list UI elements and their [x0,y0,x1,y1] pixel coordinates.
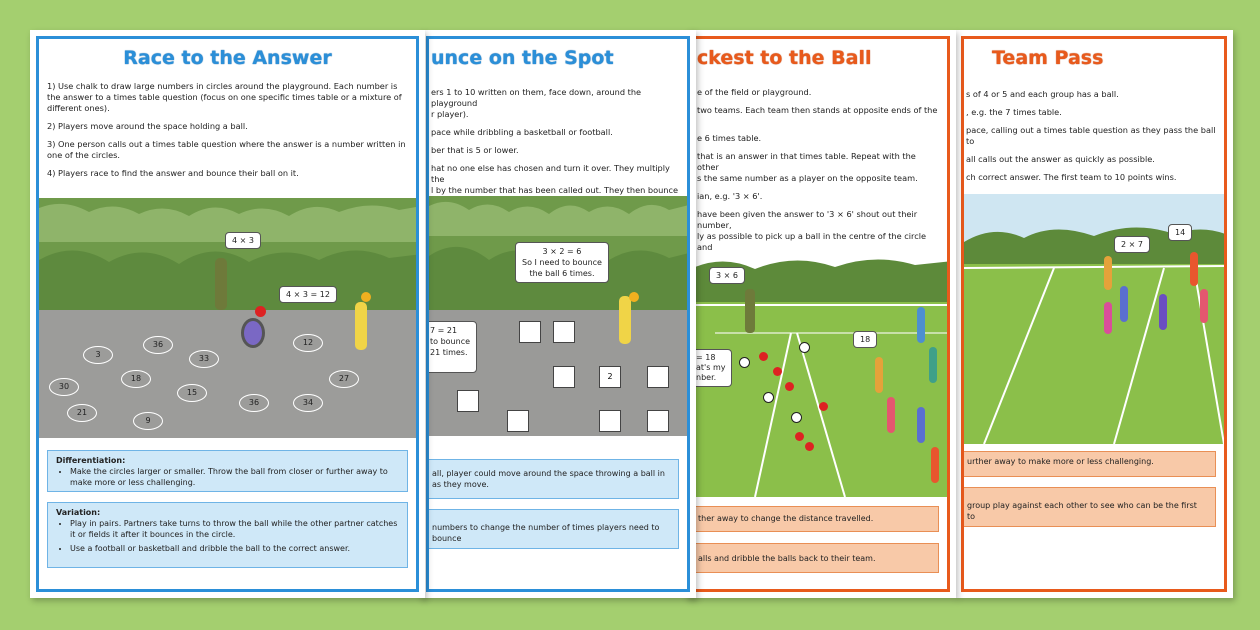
differentiation-list [56,466,399,488]
number-card [553,366,575,388]
instruction-line: r player). [431,109,469,119]
child-in-wheelchair [241,318,265,348]
number-card [599,410,621,432]
tip-text: as they move. [432,480,489,489]
card-title: ckest to the Ball [697,47,872,69]
instruction-line: pace, calling out a times table question as they pass the ball to [966,125,1216,146]
number-circle: 30 [49,378,79,396]
instruction-line: ch correct answer. The first team to 10 points wins. [966,172,1177,182]
number-circle: 15 [177,384,207,402]
ball [799,342,810,353]
blue-tip-box [426,509,679,549]
question-bubble: 4 × 3 [225,232,261,249]
teacher-figure [215,258,227,310]
ball [805,442,814,451]
question-bubble: 2 × 7 [1114,236,1150,253]
instructions [697,87,939,260]
activity-card-quickest-to-the-ball [686,30,956,598]
child-figure [1104,256,1112,290]
orange-tip-box [961,451,1216,477]
child-figure [917,307,925,343]
speech-bubble [695,349,732,387]
number-card [507,410,529,432]
child-figure [619,296,631,344]
instruction-line: hat no one else has chosen and turn it over. They multiply the [431,163,670,184]
bubble-line: at's my [696,363,726,372]
ball [763,392,774,403]
answer-bubble: 18 [853,331,877,348]
variation-box [47,502,408,568]
illustration-playground [39,198,416,438]
instruction-line: e 6 times table. [697,133,762,143]
ball [255,306,266,317]
illustration-playground [429,196,687,436]
number-card-revealed: 2 [599,366,621,388]
differentiation-box [47,450,408,492]
number-circle: 33 [189,350,219,368]
ball [795,432,804,441]
bubble-line: to bounce [430,337,471,346]
number-card [457,390,479,412]
instruction-line: s of 4 or 5 and each group has a ball. [966,89,1119,99]
step-4: 4) Players race to find the answer and bounce their ball on it. [47,168,299,178]
card-frame [426,36,690,592]
child-figure [929,347,937,383]
instruction-line: two teams. Each team then stands at opposite ends of the [697,105,938,115]
number-card [647,410,669,432]
ball [361,292,371,302]
tip-text: urther away to make more or less challenging. [967,457,1154,466]
bubble-line: 21 times. [430,348,468,357]
card-title: Race to the Answer [123,47,332,69]
number-circle: 12 [293,334,323,352]
orange-tip-box [692,543,939,573]
instructions [431,87,679,214]
instruction-line [697,116,939,126]
ball [739,357,750,368]
field-illustration [695,247,947,497]
instruction-line: that is an answer in that times table. Repeat with the other [697,151,916,172]
step-1: 1) Use chalk to draw large numbers in circles around the playground. Each number is the answer to a times table question (focus on one specific times table or a mixture of different ones). [47,81,402,113]
card-frame [961,36,1227,592]
ball [629,292,639,302]
ball [785,382,794,391]
step-2: 2) Players move around the space holding a ball. [47,121,248,131]
ball [773,367,782,376]
instruction-line: l by the number that has been called out. They then bounce [431,185,679,195]
number-circle: 3 [83,346,113,364]
instruction-line: e of the field or playground. [697,87,812,97]
bubble-line: So I need to bounce [522,258,602,267]
tip-text: all, player could move around the space throwing a ball in [432,469,665,478]
instructions [966,89,1216,190]
speech-bubble [429,321,477,373]
number-card [553,321,575,343]
card-title: Team Pass [992,47,1104,69]
child-figure [1190,252,1198,286]
activity-card-bounce-on-the-spot [420,30,696,598]
card-title: unce on the Spot [431,47,614,69]
child-figure [931,447,939,483]
number-circle: 27 [329,370,359,388]
teacher-figure [745,289,755,333]
illustration-field [964,194,1224,444]
tip-text: ther away to change the distance travelled. [698,514,874,523]
instruction-line: ian, e.g. '3 × 6'. [697,191,763,201]
child-figure [355,302,367,350]
child-figure [1159,294,1167,330]
instruction-line: ly as possible to pick up a ball in the centre of the circle and [697,231,927,252]
child-figure [1104,302,1112,334]
step-3: 3) One person calls out a times table question where the answer is a number written in one of the circles. [47,139,406,160]
instruction-line: , e.g. the 7 times table. [966,107,1062,117]
bubble-line: nber. [696,373,717,382]
tip-text: alls and dribble the balls back to their team. [698,554,876,563]
question-bubble: 3 × 6 [709,267,745,284]
orange-tip-box [692,506,939,532]
instruction-line: all calls out the answer as quickly as possible. [966,154,1155,164]
list-item: • Play in pairs. Partners take turns to throw the ball while the other partner catches it or fields it after it bounces in the circle. [70,518,399,540]
instruction-line: s the same number as a player on the opposite team. [697,173,918,183]
differentiation-heading: Differentiation: [56,456,126,465]
tip-text: numbers to change the number of times players need to bounce [432,523,660,543]
child-figure [1200,289,1208,323]
activity-card-race-to-the-answer [30,30,425,598]
child-figure [875,357,883,393]
number-circle: 21 [67,404,97,422]
card-frame [36,36,419,592]
answer-bubble: 14 [1168,224,1192,241]
instruction-line: ber that is 5 or lower. [431,145,519,155]
number-circle: 36 [239,394,269,412]
speech-bubble [515,242,609,283]
card-frame [692,36,950,592]
activity-card-team-pass [955,30,1233,598]
bubble-line: = 18 [696,353,716,362]
bubble-line: 7 = 21 [430,326,458,335]
blue-tip-box [426,459,679,499]
bubble-line: the ball 6 times. [529,269,595,278]
instructions [47,81,408,186]
child-figure [917,407,925,443]
instruction-line: pace while dribbling a basketball or football. [431,127,613,137]
variation-list [56,518,399,554]
instruction-line: ers 1 to 10 written on them, face down, around the playground [431,87,642,108]
orange-tip-box [961,487,1216,527]
answer-bubble: 4 × 3 = 12 [279,286,337,303]
number-circle: 36 [143,336,173,354]
number-circle: 34 [293,394,323,412]
variation-heading: Variation: [56,508,101,517]
ball [819,402,828,411]
number-card [647,366,669,388]
illustration-field [695,247,947,497]
list-item: • Make the circles larger or smaller. Throw the ball from closer or further away to make more or less challenging. [70,466,399,488]
number-circle: 18 [121,370,151,388]
ball [759,352,768,361]
child-figure [1120,286,1128,322]
bubble-line: 3 × 2 = 6 [542,247,582,256]
tip-text: group play against each other to see who can be the first to [967,501,1197,521]
instruction-line: have been given the answer to '3 × 6' shout out their number, [697,209,918,230]
ball [791,412,802,423]
child-figure [887,397,895,433]
number-circle: 9 [133,412,163,430]
number-card [519,321,541,343]
list-item: • Use a football or basketball and dribble the ball to the correct answer. [70,543,399,554]
